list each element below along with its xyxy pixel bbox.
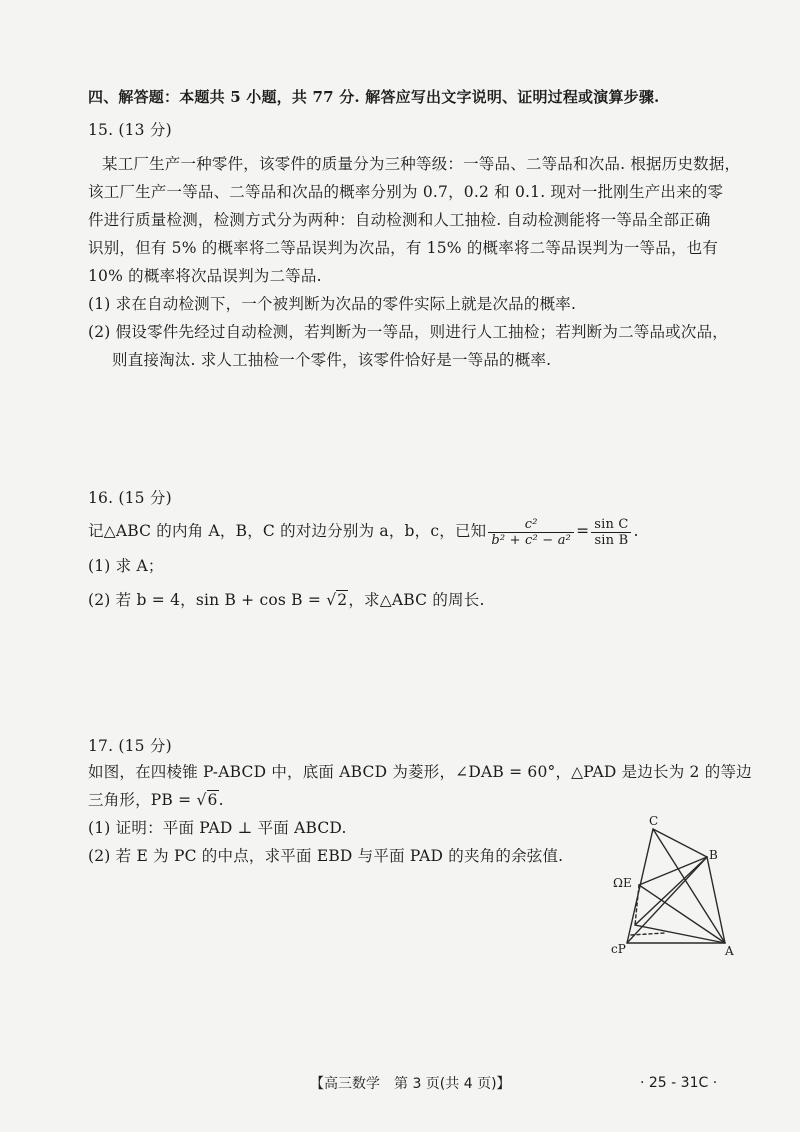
q15-number: 15. (13 分) [88, 121, 172, 139]
label-C: C [649, 815, 659, 828]
edge-CA [653, 829, 725, 943]
pyramid-figure [605, 815, 755, 960]
q17-stem-line-1: 如图，在四棱锥 P-ABCD 中，底面 ABCD 为菱形，∠DAB = 60°，△PAD 是边长为 2 的等边 [88, 763, 752, 781]
q16-equals: = [576, 522, 590, 540]
q16-sqrt-radicand: 2 [337, 591, 348, 609]
label-P: cP [611, 942, 626, 956]
label-E: ΩE [613, 876, 632, 890]
footer-page-info: 【高三数学 第 3 页(共 4 页)】 [310, 1076, 511, 1092]
q15-stem-line-1: 某工厂生产一种零件，该零件的质量分为三种等级：一等品、二等品和次品. 根据历史数据， [102, 155, 741, 173]
q17-part-1: (1) 证明：平面 PAD ⊥ 平面 ABCD. [88, 819, 347, 837]
q15-part-2-line-2: 则直接淘汰. 求人工抽检一个零件，该零件恰好是一等品的概率. [112, 351, 552, 369]
q16-part-1: (1) 求 A； [88, 557, 164, 575]
edge-DB [635, 857, 707, 925]
q17-sqrt-radicand: 6 [207, 791, 218, 809]
label-A: A [725, 944, 734, 958]
q17-stem-line-2 [88, 790, 224, 810]
q16-part-2-suffix: ，求△ABC 的周长. [348, 591, 485, 609]
footer-code: · 25 - 31C · [640, 1075, 718, 1091]
q15-stem-line-3: 件进行质量检测，检测方式分为两种：自动检测和人工抽检. 自动检测能将一等品全部正确 [88, 211, 711, 229]
q17-stem-line-2-suffix: . [218, 791, 224, 809]
q15-part-1: (1) 求在自动检测下，一个被判断为次品的零件实际上就是次品的概率. [88, 295, 577, 313]
q16-fraction-left [488, 517, 574, 548]
q16-part-2 [88, 590, 485, 610]
q16-part-2-prefix: (2) 若 b = 4，sin B + cos B = [88, 591, 327, 609]
q16-stem-prefix: 记△ABC 的内角 A，B，C 的对边分别为 a，b，c，已知 [88, 522, 487, 540]
q17-part-2: (2) 若 E 为 PC 的中点，求平面 EBD 与平面 PAD 的夹角的余弦值. [88, 847, 564, 865]
q17-number: 17. (15 分) [88, 737, 172, 755]
q16-number: 16. (15 分) [88, 489, 172, 507]
q15-stem-line-2: 该工厂生产一等品、二等品和次品的概率分别为 0.7，0.2 和 0.1. 现对一批刚生产出来的零 [88, 183, 724, 201]
section-header: 四、解答题：本题共 5 小题，共 77 分. 解答应写出文字说明、证明过程或演算步骤. [88, 88, 660, 106]
label-B: B [709, 848, 718, 862]
q16-stem [88, 514, 639, 548]
edge-PB [627, 857, 707, 943]
q16-frac-left-denominator: b² + c² − a² [488, 532, 574, 548]
q17-sqrt: √6 [196, 791, 218, 809]
edge-BA [707, 857, 725, 943]
q16-frac-right-numerator: sin C [594, 516, 629, 532]
q15-stem-line-5: 10% 的概率将次品误判为二等品. [88, 267, 322, 285]
q16-stem-suffix: . [633, 522, 639, 540]
q16-sqrt: √2 [326, 591, 348, 609]
q17-stem-line-2-prefix: 三角形，PB = [88, 791, 197, 809]
q15-stem-line-4: 识别，但有 5% 的概率将二等品误判为次品，有 15% 的概率将二等品误判为一等品，也有 [88, 239, 719, 257]
q16-frac-left-numerator: c² [524, 516, 538, 532]
q16-frac-right-denominator: sin B [591, 532, 631, 548]
q15-part-2-line-1: (2) 假设零件先经过自动检测，若判断为一等品，则进行人工抽检；若判断为二等品或次品， [88, 323, 728, 341]
q16-fraction-right [591, 517, 631, 548]
